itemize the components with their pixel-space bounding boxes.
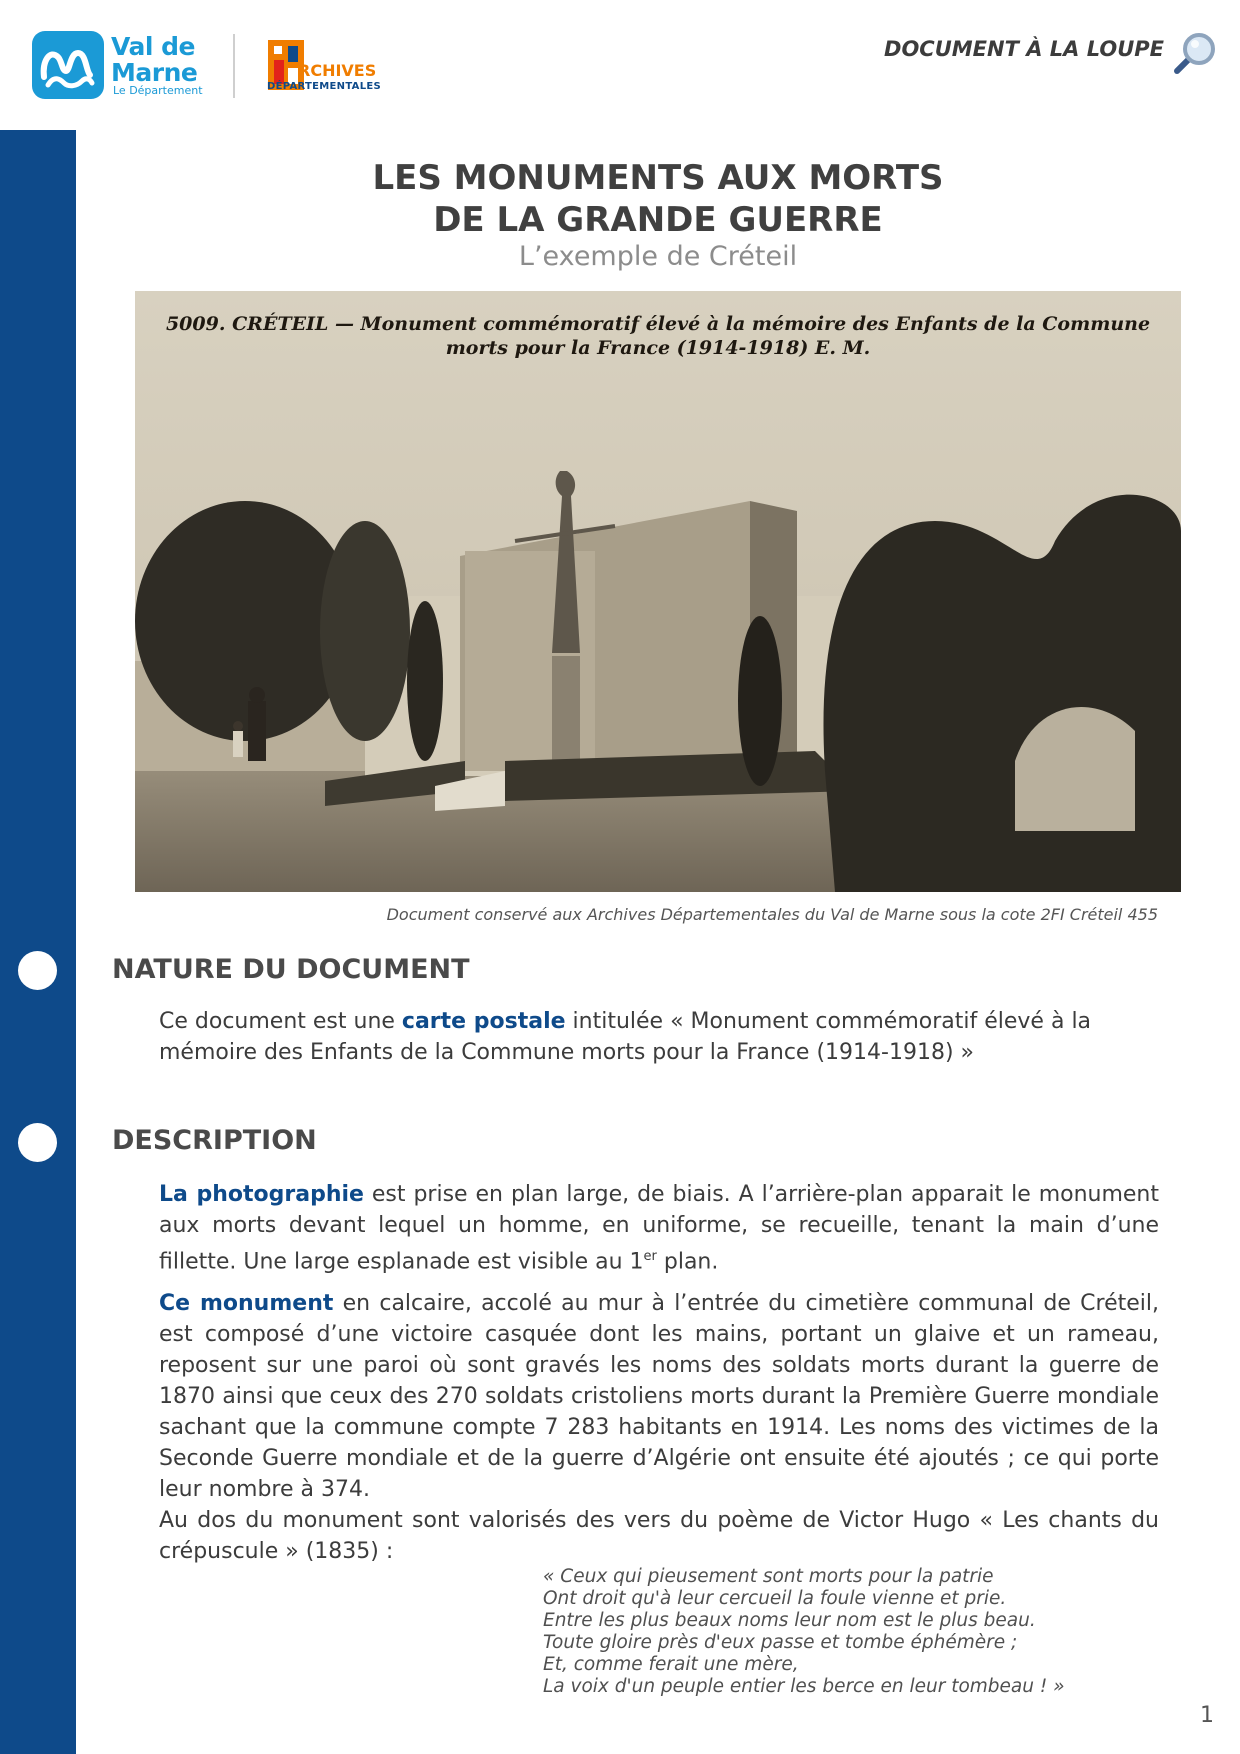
page-number: 1 <box>1200 1703 1214 1728</box>
archives-logo-subtext: DÉPARTEMENTALES <box>267 81 382 92</box>
page-title-line1: LES MONUMENTS AUX MORTS <box>372 158 944 198</box>
page-title-line2: DE LA GRANDE GUERRE <box>433 200 883 240</box>
victor-hugo-poem: « Ceux qui pieusement sont morts pour la patrie Ont droit qu'à leur cercueil la foule vienne et prie. Entre les plus beaux noms leur nom est le plus beau. Toute gloire près d'eux passe et tombe éphémère ; Et, comme ferait une mère, La voix d'un peuple entier les berce en leur tombeau ! » <box>543 1566 1065 1697</box>
logo-divider <box>233 34 235 98</box>
section-heading-nature: NATURE DU DOCUMENT <box>112 954 470 985</box>
description-paragraph-poem-intro: Au dos du monument sont valorisés des vers du poème de Victor Hugo « Les chants du crépuscule » (1835) : <box>159 1508 1159 1564</box>
photo-credit: Document conservé aux Archives Départementales du Val de Marne sous la cote 2FI Créteil 455 <box>386 905 1158 924</box>
sidebar-band <box>0 130 76 1754</box>
description-paragraph-photo: La photographie est prise en plan large, de biais. A l’arrière-plan apparait le monument aux morts devant lequel un homme, en uniforme, se recueille, tenant la main d’une fillette. Une large esplanade est visible au 1er plan. <box>159 1182 1160 1275</box>
section-bullet <box>18 951 57 990</box>
postcard-photo <box>135 291 1181 892</box>
nature-paragraph: Ce document est une carte postale intitulée « Monument commémoratif élevé à la mémoire des Enfants de la Commune morts pour la France (1914-1918) » <box>159 1009 1092 1065</box>
highlight-term: carte postale <box>401 1009 566 1034</box>
val-de-marne-title: Val de Marne <box>111 32 198 87</box>
highlight-term: Ce monument <box>159 1291 334 1316</box>
postcard-caption-line1: 5009. CRÉTEIL — Monument commémoratif élevé à la mémoire des Enfants de la Commune <box>165 313 1151 335</box>
magnifier-icon <box>1172 30 1218 76</box>
document-loupe-label: DOCUMENT À LA LOUPE <box>884 37 1164 61</box>
archives-logo-text: RCHIVES <box>298 61 377 80</box>
val-de-marne-logo <box>32 31 104 99</box>
page-subtitle: L’exemple de Créteil <box>518 241 798 272</box>
val-de-marne-subtitle: Le Département <box>113 84 203 97</box>
postcard-caption-line2: morts pour la France (1914-1918) E. M. <box>445 337 871 359</box>
section-bullet <box>18 1123 57 1162</box>
section-heading-description: DESCRIPTION <box>112 1125 317 1156</box>
description-paragraph-monument: Ce monument en calcaire, accolé au mur à l’entrée du cimetière communal de Créteil, est composé d’une victoire casquée dont les mains, portant un glaive et un rameau, reposent sur une paroi où sont gravés les noms des soldats morts durant la guerre de 1870 ainsi que ceux des 270 soldats cristoliens morts durant la Première Guerre mondiale sachant que la commune compte 7 283 habitants en 1914. Les noms des victimes de la Seconde Guerre mondiale et de la guerre d’Algérie ont ensuite été ajoutés ; ce qui porte leur nombre à 374. <box>159 1291 1159 1502</box>
highlight-term: La photographie <box>159 1182 364 1207</box>
